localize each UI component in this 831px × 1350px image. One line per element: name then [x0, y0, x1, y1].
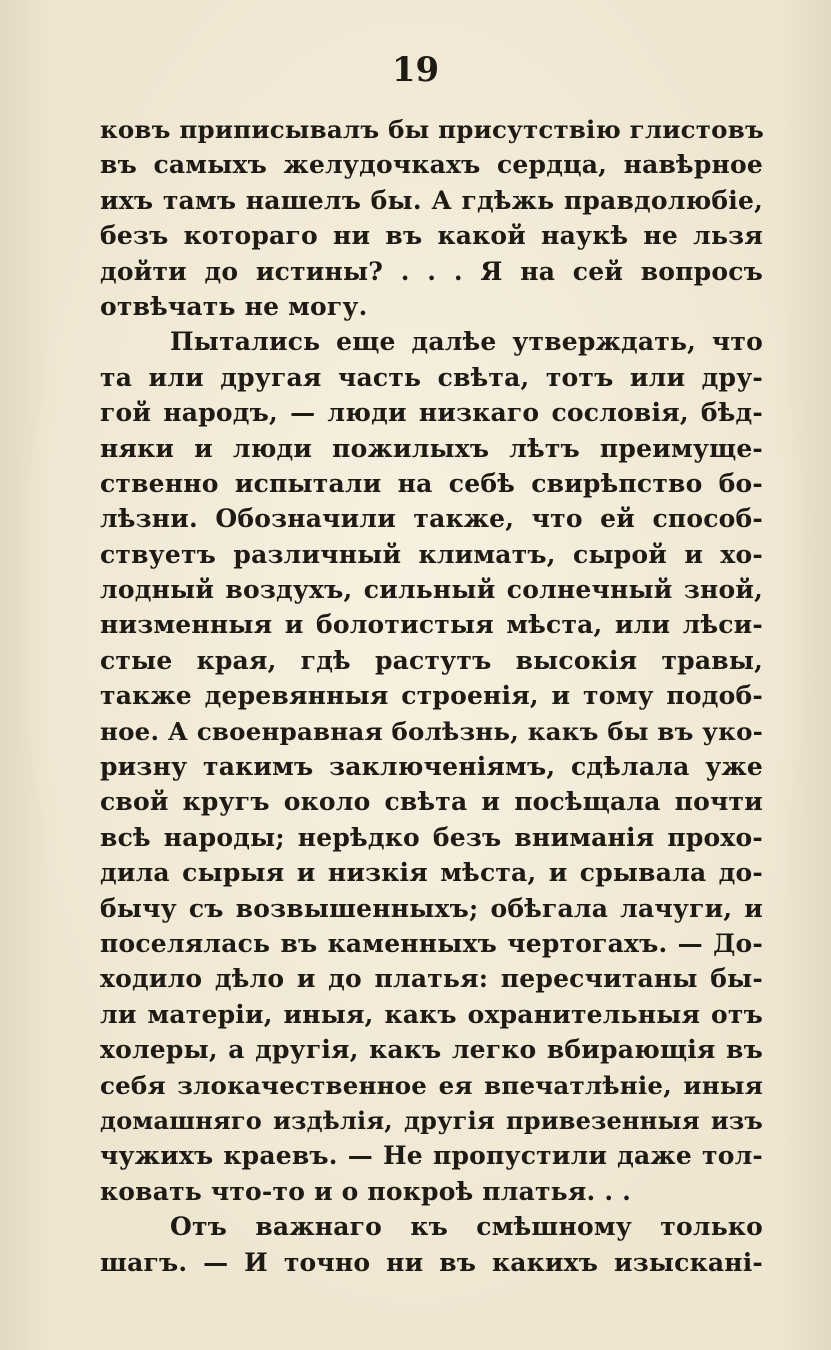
- text-line: Пытались еще далѣе утверждать, что: [170, 327, 763, 357]
- text-line: свой кругъ около свѣта и посѣщала почти: [100, 787, 763, 817]
- text-line: низменныя и болотистыя мѣста, или лѣси-: [100, 610, 763, 640]
- text-line: ствуетъ различный климатъ, сырой и хо-: [100, 539, 763, 569]
- text-line: ковать что-то и о покроѣ платья. . .: [100, 1176, 632, 1206]
- text-line: ли матеріи, иныя, какъ охранительныя отъ: [100, 999, 763, 1029]
- text-line: Отъ важнаго къ смѣшному только: [170, 1212, 763, 1242]
- text-line: ное. А своенравная болѣзнь, какъ бы въ уко-: [100, 716, 763, 746]
- text-line: лодный воздухъ, сильный солнечный зной,: [100, 575, 763, 605]
- text-line: няки и люди пожилыхъ лѣтъ преимуще-: [100, 433, 763, 463]
- text-line: ризну такимъ заключеніямъ, сдѣлала уже: [100, 752, 763, 782]
- text-line: гой народъ, — люди низкаго сословія, бѣд-: [100, 398, 763, 428]
- text-line: ихъ тамъ нашелъ бы. А гдѣжь правдолюбіе,: [100, 185, 763, 215]
- page-number: 19: [391, 50, 440, 90]
- text-line: поселялась въ каменныхъ чертогахъ. — До-: [100, 928, 763, 958]
- text-line: ходило дѣло и до платья: пересчитаны бы-: [100, 964, 763, 994]
- text-line: чужихъ краевъ. — Не пропустили даже тол-: [100, 1141, 763, 1171]
- text-line: отвѣчать не могу.: [100, 291, 368, 321]
- text-line: въ самыхъ желудочкахъ сердца, навѣрное: [100, 150, 763, 180]
- text-line: бычу съ возвышенныхъ; обѣгала лачуги, и: [100, 893, 763, 923]
- text-line: всѣ народы; нерѣдко безъ вниманія прохо-: [100, 822, 763, 852]
- text-line: ковъ приписывалъ бы присутствію глистовъ: [100, 115, 764, 144]
- text-line: шагъ. — И точно ни въ какихъ изысканi-: [100, 1247, 763, 1277]
- text-line: дила сырыя и низкія мѣста, и срывала до-: [100, 858, 763, 888]
- text-line: лѣзни. Обозначили также, что ей способ-: [100, 504, 763, 534]
- text-line: ственно испытали на себѣ свирѣпство бо-: [100, 468, 763, 498]
- body-text: [100, 112, 763, 1280]
- text-line: холеры, а другія, какъ легко вбирающія въ: [100, 1035, 763, 1065]
- text-line: стые края, гдѣ растутъ высокія травы,: [100, 645, 763, 675]
- text-line: себя злокачественное ея впечатлѣніе, иныя: [100, 1070, 763, 1100]
- text-line: домашняго издѣлія, другія привезенныя изъ: [100, 1105, 763, 1135]
- text-line: также деревянныя строенія, и тому подоб-: [100, 681, 763, 711]
- text-line: безъ котораго ни въ какой наукѣ не льзя: [100, 221, 763, 251]
- text-line: та или другая часть свѣта, тотъ или дру-: [100, 362, 763, 392]
- text-line: дойти до истины? . . . Я на сей вопросъ: [100, 256, 763, 286]
